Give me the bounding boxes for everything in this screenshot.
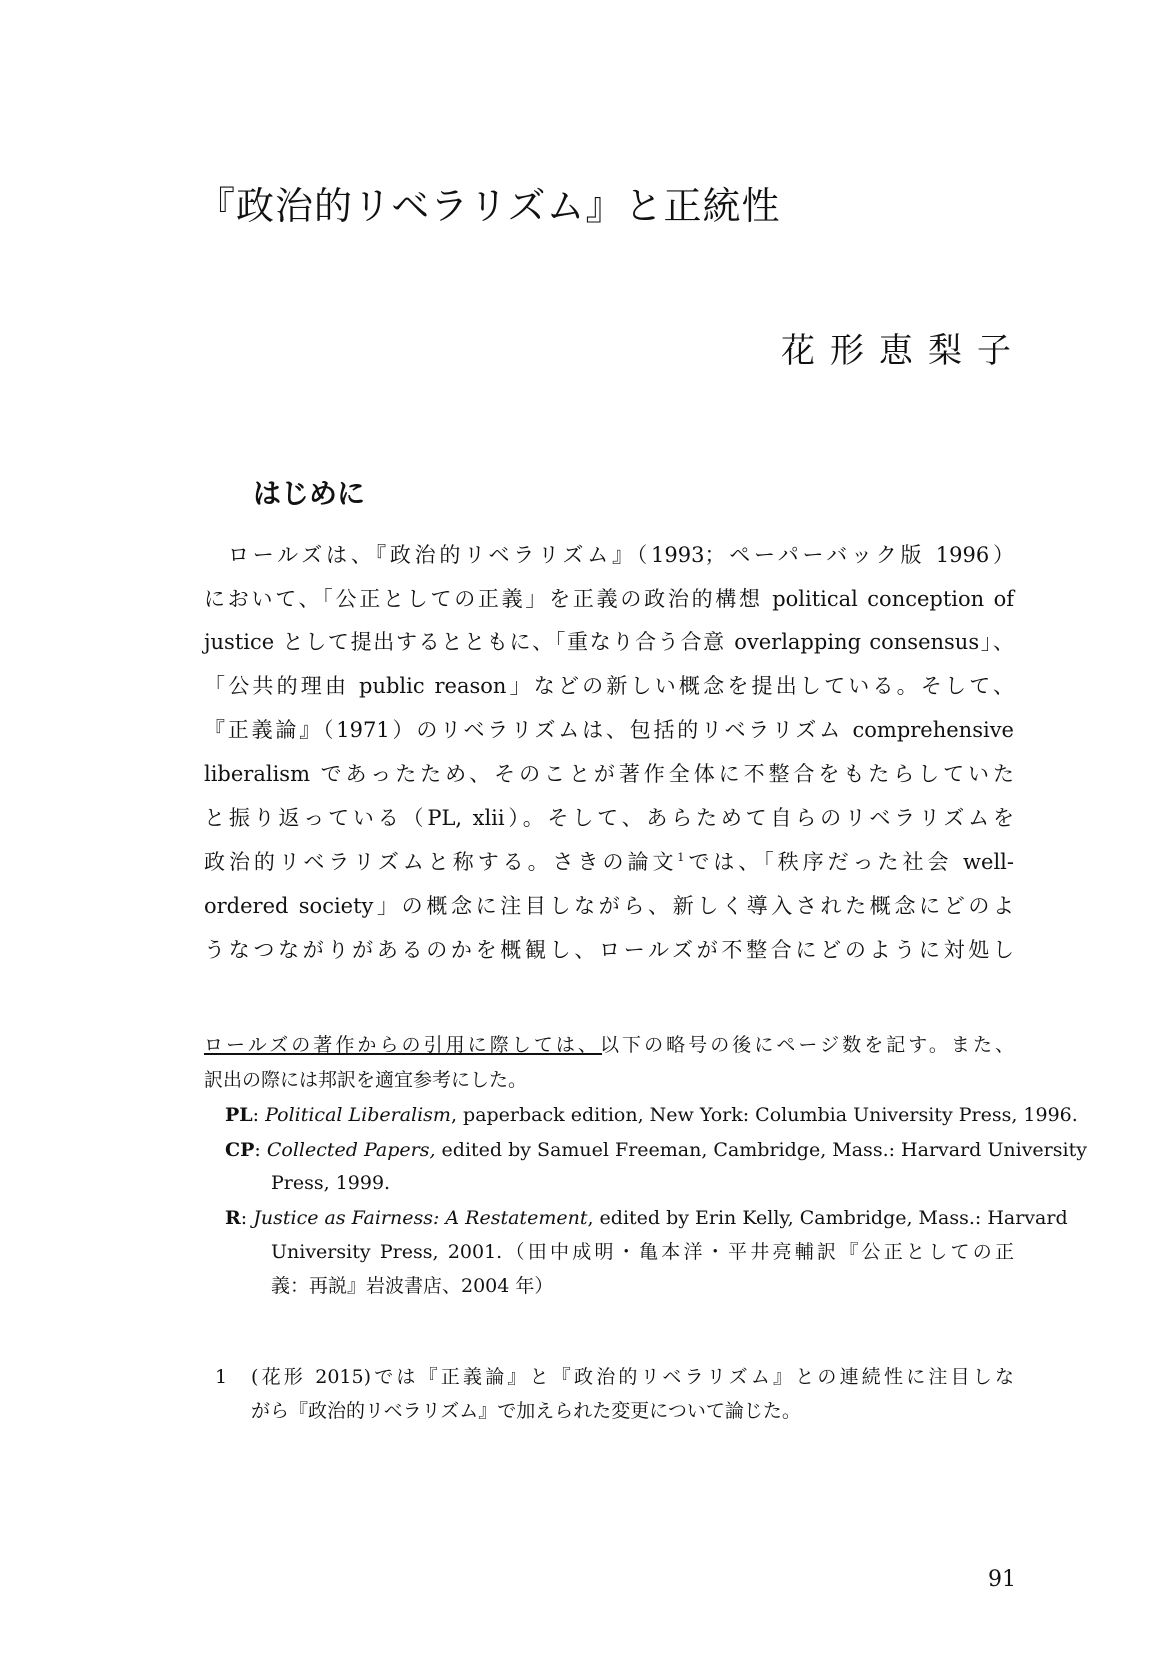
- abbreviation-continuation: Press, 1999.: [271, 1172, 391, 1194]
- abbreviation-continuation: 義：再説』岩波書店、2004 年）: [271, 1275, 554, 1297]
- footnote-number: 1: [215, 1366, 228, 1388]
- body-line-with-footnote: [204, 847, 1014, 877]
- abbreviation-details: , edited by Erin Kelly, Cambridge, Mass.: Harvard: [587, 1207, 1068, 1229]
- footnote-reference[interactable]: 1: [677, 851, 685, 864]
- abbreviation-entry-r: R: Justice as Fairness: A Restatement, edited by Erin Kelly, Cambridge, Mass.: Harvard: [225, 1207, 1068, 1229]
- abbreviation-key: CP: [225, 1139, 255, 1161]
- footnote-line: がら『政治的リベラリズム』で加えられた変更について論じた。: [251, 1400, 801, 1422]
- abbreviation-details: , paperback edition, New York: Columbia University Press, 1996.: [450, 1104, 1078, 1126]
- body-line: うなつながりがあるのかを概観し、ロールズが不整合にどのように対処し: [204, 938, 1014, 962]
- note-line: ロールズの著作からの引用に際しては、以下の略号の後にページ数を記す。また、: [204, 1034, 1014, 1056]
- note-line: 訳出の際には邦訳を適宜参考にした。: [204, 1069, 528, 1091]
- footnote-line: (花形 2015)では『正義論』と『政治的リベラリズム』との連続性に注目しな: [251, 1366, 1014, 1388]
- body-line-part: 政治的リベラリズムと称する。さきの論文: [204, 850, 678, 874]
- abbreviation-title: Political Liberalism: [265, 1104, 451, 1126]
- body-line: 『正義論』（1971）のリベラリズムは、包括的リベラリズム comprehensive: [204, 718, 1014, 742]
- abbreviation-title: Collected Papers,: [266, 1139, 436, 1161]
- abbreviation-continuation: University Press, 2001.（田中成明・亀本洋・平井亮輔訳『公正としての正: [271, 1241, 1014, 1263]
- abbreviation-entry-cp: CP: Collected Papers, edited by Samuel Freeman, Cambridge, Mass.: Harvard University: [225, 1139, 1087, 1161]
- author-name: 花形恵梨子: [781, 331, 1026, 371]
- abbreviation-key: PL: [225, 1104, 253, 1126]
- body-line: と振り返っている（PL, xlii）。そして、あらためて自らのリベラリズムを: [204, 806, 1014, 830]
- body-line: において、「公正としての正義」を正義の政治的構想 political conception of: [204, 587, 1014, 611]
- abbreviation-details: edited by Samuel Freeman, Cambridge, Mass.: Harvard University: [435, 1139, 1087, 1161]
- abbreviation-title: Justice as Fairness: A Restatement: [253, 1207, 588, 1229]
- body-line: ロールズは、『政治的リベラリズム』（1993；ペーパーバック版 1996）: [228, 543, 1014, 567]
- section-heading: はじめに: [253, 477, 366, 510]
- page-number: 91: [988, 1567, 1016, 1592]
- body-line: 「公共的理由 public reason」などの新しい概念を提出している。そして、: [204, 674, 1014, 698]
- body-line-part: では、「秩序だった社会 well-: [684, 850, 1014, 874]
- abbreviation-entry-pl: PL: Political Liberalism, paperback edition, New York: Columbia University Press, 1996.: [225, 1104, 1078, 1126]
- body-line: liberalism であったため、そのことが著作全体に不整合をもたらしていた: [204, 762, 1014, 786]
- abbreviation-key: R: [225, 1207, 241, 1229]
- body-line: justice として提出するとともに、「重なり合う合意 overlapping consensus」、: [204, 630, 1014, 654]
- body-line: ordered society」の概念に注目しながら、新しく導入された概念にどのよ: [204, 894, 1014, 918]
- article-title: 『政治的リベラリズム』と正統性: [197, 184, 781, 228]
